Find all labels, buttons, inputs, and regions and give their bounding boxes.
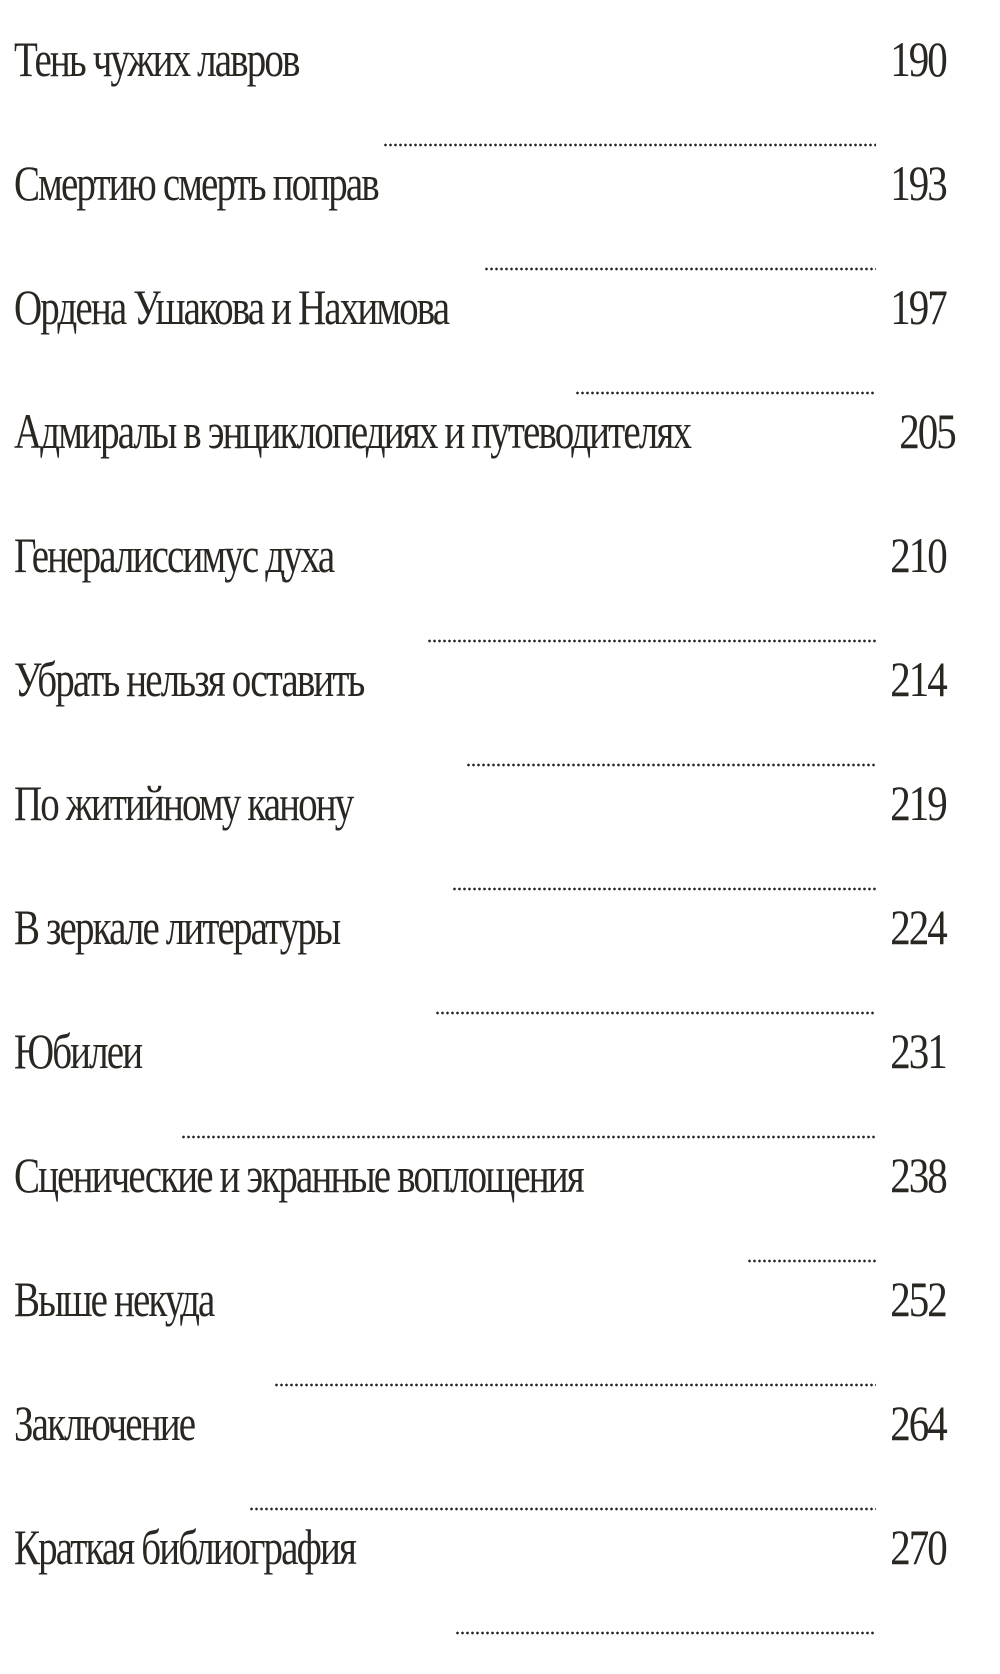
toc-entry-page: 197	[890, 279, 946, 335]
toc-entry-title: Заключение	[14, 1395, 195, 1451]
toc-entry[interactable]	[14, 1271, 946, 1398]
toc-entry[interactable]	[14, 31, 946, 158]
toc-entry-title: В зеркале литературы	[14, 899, 340, 955]
toc-entry-title: Адмиралы в энциклопедиях и путеводителях	[14, 403, 691, 459]
toc-entry[interactable]	[14, 651, 946, 778]
toc-entry[interactable]	[14, 1395, 946, 1522]
toc-entry[interactable]	[14, 279, 946, 406]
toc-entry-page: 270	[890, 1519, 946, 1575]
toc-entry[interactable]	[14, 1023, 946, 1150]
toc-entry-page: 190	[890, 31, 946, 87]
toc-entry[interactable]	[14, 403, 955, 530]
toc-entry-title: Тень чужих лавров	[14, 31, 299, 87]
toc-entry[interactable]	[14, 1147, 946, 1274]
dot-leader	[249, 1506, 876, 1512]
toc-entry-title: По житийному канону	[14, 775, 353, 831]
toc-entry[interactable]	[14, 899, 946, 1026]
toc-entry-page: 238	[890, 1147, 946, 1203]
toc-entry-page: 252	[890, 1271, 946, 1327]
dot-leader	[484, 266, 876, 272]
toc-entry-title: Выше некуда	[14, 1271, 214, 1327]
toc-entry-page: 219	[890, 775, 946, 831]
dot-leader	[427, 638, 876, 644]
toc-entry-title: Генералиссимус духа	[14, 527, 334, 583]
table-of-contents	[14, 31, 955, 1646]
toc-entry-page: 205	[898, 403, 955, 459]
toc-entry-page: 193	[890, 155, 946, 211]
dot-leader	[435, 1010, 876, 1016]
toc-entry[interactable]	[14, 155, 946, 282]
toc-entry-page: 231	[890, 1023, 946, 1079]
dot-leader	[455, 1630, 876, 1636]
dot-leader	[466, 762, 876, 768]
dot-leader	[452, 886, 876, 892]
dot-leader	[274, 1382, 876, 1388]
toc-entry-title: Юбилеи	[14, 1023, 142, 1079]
dot-leader	[181, 1134, 876, 1140]
toc-entry-page: 224	[890, 899, 946, 955]
dot-leader	[383, 142, 876, 148]
toc-entry-page: 264	[890, 1395, 946, 1451]
toc-entry-page: 210	[890, 527, 946, 583]
toc-entry[interactable]	[14, 527, 946, 654]
toc-entry-title: Сценические и экранные воплощения	[14, 1147, 583, 1203]
toc-entry-title: Смертию смерть поправ	[14, 155, 378, 211]
toc-entry-title: Краткая библиография	[14, 1519, 356, 1575]
dot-leader	[575, 390, 876, 396]
toc-entry[interactable]	[14, 775, 946, 902]
toc-entry-title: Ордена Ушакова и Нахимова	[14, 279, 449, 335]
dot-leader	[747, 1258, 876, 1264]
toc-entry-title: Убрать нельзя оставить	[14, 651, 364, 707]
toc-entry-page: 214	[890, 651, 946, 707]
toc-entry[interactable]	[14, 1519, 946, 1646]
